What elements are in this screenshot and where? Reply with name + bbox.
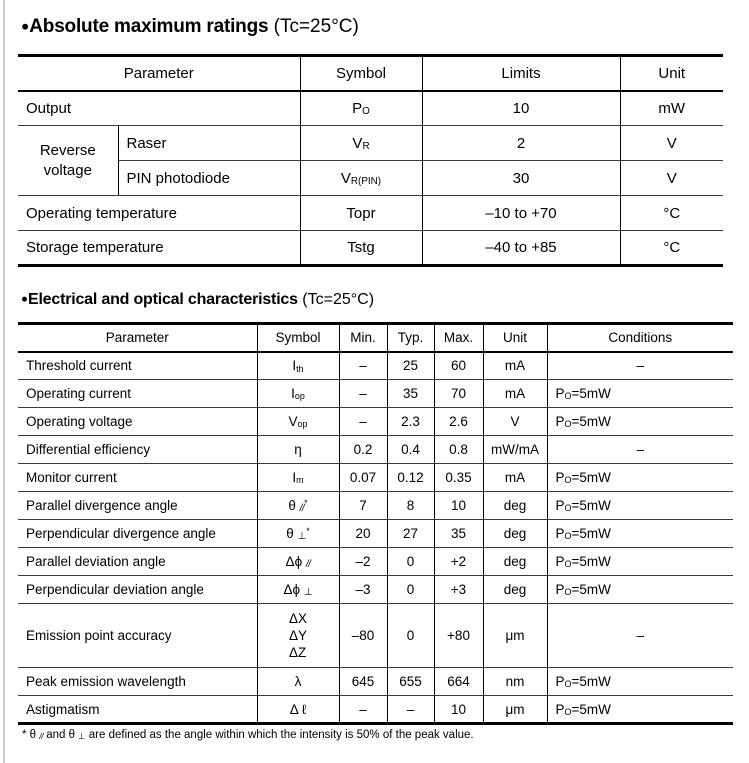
cell-unit: mW [620, 91, 723, 126]
col-header-parameter: Parameter [18, 324, 257, 352]
cell-max: +2 [434, 548, 483, 576]
cell-max: +3 [434, 576, 483, 604]
cell-parameter: PIN photodiode [118, 161, 300, 196]
section-title-condition: (Tc=25°C) [268, 16, 359, 37]
cell-symbol: Im [257, 464, 339, 492]
table-row [18, 126, 723, 161]
table-row [18, 231, 723, 266]
cell-unit: mA [483, 380, 547, 408]
cell-symbol: VR(PIN) [300, 161, 422, 196]
symbol-part: O [564, 559, 572, 570]
symbol-part: O [362, 106, 370, 118]
cell-parameter: Differential efficiency [18, 436, 257, 464]
col-header-unit: Unit [620, 56, 723, 91]
cell-min: 0.2 [339, 436, 387, 464]
symbol-part: O [564, 587, 572, 598]
cell-unit: mW/mA [483, 436, 547, 464]
symbol-part: ⊥ [78, 730, 86, 741]
cell-min: – [339, 696, 387, 724]
cell-symbol: Δϕ // [257, 548, 339, 576]
cell-symbol: PO [300, 91, 422, 126]
col-header-typ: Typ. [387, 324, 434, 352]
cell-min: 645 [339, 668, 387, 696]
table-row [18, 464, 733, 492]
cell-unit: V [483, 408, 547, 436]
cell-typ: 8 [387, 492, 434, 520]
cell-conditions: PO=5mW [547, 464, 733, 492]
cell-unit: deg [483, 492, 547, 520]
table-row [18, 436, 733, 464]
cell-min: –80 [339, 604, 387, 668]
cell-max: 10 [434, 492, 483, 520]
cell-min: –3 [339, 576, 387, 604]
table-row [18, 408, 733, 436]
symbol-part: R(PIN) [350, 176, 382, 188]
section-title-text: Absolute maximum ratings [29, 16, 269, 37]
cell-parameter: Threshold current [18, 352, 257, 380]
cell-typ: 27 [387, 520, 434, 548]
symbol-part: // [305, 558, 311, 570]
cell-unit: mA [483, 352, 547, 380]
cell-conditions: PO=5mW [547, 548, 733, 576]
cell-symbol: η [257, 436, 339, 464]
elec-opt-tbody [18, 352, 733, 724]
cell-typ: 35 [387, 380, 434, 408]
col-header-symbol: Symbol [257, 324, 339, 352]
cell-typ: 0.4 [387, 436, 434, 464]
cell-unit: mA [483, 464, 547, 492]
cell-symbol: Iop [257, 380, 339, 408]
cell-conditions: – [547, 604, 733, 668]
section-title-text: Electrical and optical characteristics [27, 291, 298, 308]
symbol-part: // [39, 730, 43, 741]
symbol-part: // [299, 502, 305, 514]
cell-typ: 0 [387, 548, 434, 576]
cell-parameter: Output [18, 91, 300, 126]
symbol-part: O [564, 531, 572, 542]
cell-max: 10 [434, 696, 483, 724]
cell-conditions: PO=5mW [547, 696, 733, 724]
cell-max: 0.8 [434, 436, 483, 464]
header-row [18, 56, 723, 91]
cell-parameter: Monitor current [18, 464, 257, 492]
cell-limits: 10 [422, 91, 620, 126]
cell-min: –2 [339, 548, 387, 576]
cell-parameter: Operating current [18, 380, 257, 408]
cell-typ: – [387, 696, 434, 724]
symbol-part: th [296, 363, 304, 374]
absolute-maximum-ratings-table [18, 54, 723, 267]
section-title-electrical-optical-characteristics [0, 267, 749, 309]
cell-parameter-group: Reverse voltage [18, 126, 118, 196]
symbol-part: * [306, 526, 310, 537]
cell-limits: 2 [422, 126, 620, 161]
cell-conditions: PO=5mW [547, 576, 733, 604]
cell-typ: 655 [387, 668, 434, 696]
symbol-part: O [564, 706, 572, 717]
cell-symbol: θ //* [257, 492, 339, 520]
cell-max: 60 [434, 352, 483, 380]
cell-unit: deg [483, 520, 547, 548]
symbol-part: op [297, 419, 308, 430]
cell-parameter: Emission point accuracy [18, 604, 257, 668]
cell-max: 2.6 [434, 408, 483, 436]
table-row [18, 196, 723, 231]
cell-min: 20 [339, 520, 387, 548]
table-row [18, 548, 733, 576]
symbol-part: O [564, 503, 572, 514]
cell-symbol: Ith [257, 352, 339, 380]
table-row [18, 696, 733, 724]
cell-parameter: Storage temperature [18, 231, 300, 266]
cell-limits: 30 [422, 161, 620, 196]
cell-unit: nm [483, 668, 547, 696]
footnote: * θ // and θ ⊥ are defined as the angle within which the intensity is 50% of the peak value. [22, 729, 474, 741]
cell-max: 0.35 [434, 464, 483, 492]
cell-conditions: PO=5mW [547, 492, 733, 520]
cell-parameter: Raser [118, 126, 300, 161]
symbol-stack: ΔX ΔY ΔZ [288, 610, 308, 661]
cell-limits: –10 to +70 [422, 196, 620, 231]
symbol-part: * [304, 498, 308, 509]
cell-conditions: PO=5mW [547, 380, 733, 408]
table-row [18, 161, 723, 196]
bullet-icon: ● [21, 18, 30, 34]
cell-min: – [339, 352, 387, 380]
table-row [18, 352, 733, 380]
cell-limits: –40 to +85 [422, 231, 620, 266]
cell-unit: V [620, 161, 723, 196]
electrical-optical-characteristics-table [18, 322, 733, 725]
cell-typ: 0.12 [387, 464, 434, 492]
cell-typ: 0 [387, 576, 434, 604]
header-row [18, 324, 733, 352]
cell-min: 7 [339, 492, 387, 520]
symbol-part: op [294, 391, 305, 402]
cell-parameter: Peak emission wavelength [18, 668, 257, 696]
col-header-conditions: Conditions [547, 324, 733, 352]
cell-unit: V [620, 126, 723, 161]
cell-typ: 25 [387, 352, 434, 380]
cell-conditions: – [547, 352, 733, 380]
cell-unit: μm [483, 604, 547, 668]
cell-parameter: Perpendicular divergence angle [18, 520, 257, 548]
cell-parameter: Operating voltage [18, 408, 257, 436]
bullet-icon: ● [21, 293, 28, 306]
cell-symbol: VR [300, 126, 422, 161]
symbol-part: m [296, 475, 304, 486]
table-row [18, 604, 733, 668]
cell-unit: deg [483, 576, 547, 604]
cell-unit: deg [483, 548, 547, 576]
cell-parameter: Operating temperature [18, 196, 300, 231]
table-row [18, 668, 733, 696]
cell-symbol: Vop [257, 408, 339, 436]
cell-min: – [339, 408, 387, 436]
cell-max: 70 [434, 380, 483, 408]
section-title-absolute-maximum-ratings [0, 0, 749, 38]
table-row [18, 520, 733, 548]
symbol-part: ⊥ [297, 530, 307, 542]
cell-conditions: – [547, 436, 733, 464]
symbol-part: ⊥ [303, 586, 313, 598]
symbol-part: O [564, 419, 572, 430]
cell-symbol: Tstg [300, 231, 422, 266]
cell-conditions: PO=5mW [547, 408, 733, 436]
symbol-part: O [564, 391, 572, 402]
cell-symbol: λ [257, 668, 339, 696]
cell-symbol: Δ ℓ [257, 696, 339, 724]
cell-parameter: Perpendicular deviation angle [18, 576, 257, 604]
cell-symbol: θ ⊥* [257, 520, 339, 548]
col-header-unit: Unit [483, 324, 547, 352]
col-header-min: Min. [339, 324, 387, 352]
cell-typ: 2.3 [387, 408, 434, 436]
cell-unit: °C [620, 196, 723, 231]
cell-conditions: PO=5mW [547, 520, 733, 548]
cell-symbol [257, 604, 339, 668]
cell-symbol: Δϕ ⊥ [257, 576, 339, 604]
cell-typ: 0 [387, 604, 434, 668]
symbol-part: O [564, 679, 572, 690]
cell-unit: °C [620, 231, 723, 266]
cell-max: 35 [434, 520, 483, 548]
cell-parameter: Parallel deviation angle [18, 548, 257, 576]
cell-unit: μm [483, 696, 547, 724]
col-header-max: Max. [434, 324, 483, 352]
cell-parameter: Astigmatism [18, 696, 257, 724]
col-header-symbol: Symbol [300, 56, 422, 91]
cell-min: 0.07 [339, 464, 387, 492]
col-header-limits: Limits [422, 56, 620, 91]
cell-symbol: Topr [300, 196, 422, 231]
cell-max: 664 [434, 668, 483, 696]
table-row [18, 91, 723, 126]
cell-min: – [339, 380, 387, 408]
section-title-condition: (Tc=25°C) [297, 291, 375, 308]
col-header-parameter: Parameter [18, 56, 300, 91]
cell-max: +80 [434, 604, 483, 668]
table-row [18, 576, 733, 604]
cell-parameter: Parallel divergence angle [18, 492, 257, 520]
page-edge-line [3, 0, 5, 763]
table-row [18, 380, 733, 408]
cell-conditions: PO=5mW [547, 668, 733, 696]
table-row [18, 492, 733, 520]
symbol-part: R [362, 141, 370, 153]
symbol-part: O [564, 475, 572, 486]
